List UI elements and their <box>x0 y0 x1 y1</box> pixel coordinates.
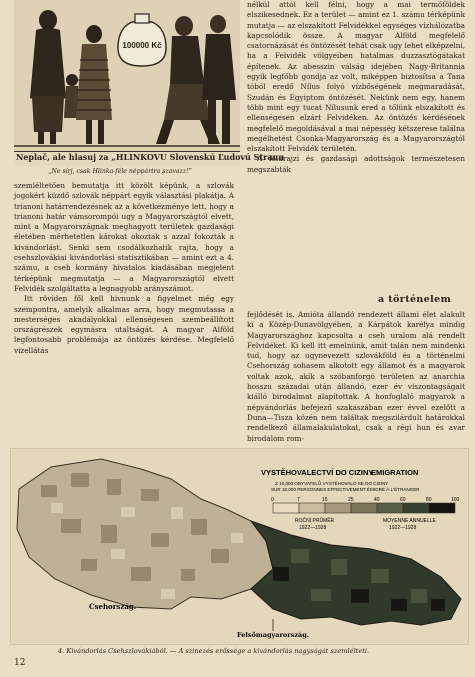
legend-tick-4: 40 <box>374 497 380 503</box>
legend-period-2: 1922—1928 <box>389 525 417 531</box>
right-paragraph-1: nélkül attól kell félni, hogy a mai termőföldek elszikesednek. Ez a terület — amint ez 1. számu térképünk mutatja — az elszakított Felvidékkel egységes vízhálózatba kapcsolódik össze. A magyar Alföld megfelelő csatornázását és öntözését tehát csak ugy lehet elképzelni, ha a Felvidék völgyeiben hatalmas duzzasztógátakat építenek. Az abesszin válság idejében Nagy-Britannia egyik legfőbb gondja az volt, miképpen biztosítsa a Tana tóból eredő Nílus folyó vízbőségének megmaradását, Szudán és Egyiptom öntözését. Nekünk nem egy, hanem több mint egy tucat Nílusunk ered a tőlünk elszakított és ellenségesen elzárt Felvidéken. Az öntözés kérdésének megfelelő megoldásával a mai népesség kétszerese találna megélhetést Csonka-Magyarország és a Magyarországtól elszakított Felvidék területén. <box>247 0 465 154</box>
cartoon-subcaption: „Ne sírj, csak Hlinka-féle néppártra szavazz!” <box>48 168 192 175</box>
money-bag-label: 100000 Kč <box>122 41 162 50</box>
legend-title-fr: EMIGRATION <box>371 468 419 477</box>
right-column-bottom <box>247 310 465 444</box>
legend-tick-7: 100 <box>451 497 460 503</box>
section-heading: a történelem <box>378 294 452 305</box>
left-paragraph-1: szemléltetően bemutatja itt közölt képünk, a szlovák jogokért küzdő szlovák néppárt egyik választási plakátja. A trianoni határrendezésnek az a következménye lett, hogy a trianoni határ vámsorompói ugy a Magyarországtól elvett, mint a Magyarországnak meghagyott területek gazdasági életében mérhetetlen károkat okoztak s azzal fokozták a kivándorlást. Senki sem csodálkozhatik rajta, hogy a csehszlovákiai kivándorlási statisztikában — amint ezt a 4. számu, a cseh kormány hivatalos kiadásában megjelent térképünk megmutatja — a Magyarországtól elvett Felvidék szolgáltatta a legnagyobb arányszámot. <box>14 181 234 293</box>
right-paragraph-2: A földrajzi és gazdasági adottságok természetesen megszabták <box>247 154 465 174</box>
legend-avg-fr: MOYENNE ANNUELLE <box>383 518 436 524</box>
legend-tick-3: 25 <box>348 497 354 503</box>
cartoon-illustration <box>14 0 240 158</box>
legend-period-1: 1922—1928 <box>299 525 327 531</box>
emigration-map <box>10 448 469 645</box>
legend-tick-0: 0 <box>271 497 274 503</box>
legend-tick-2: 15 <box>322 497 328 503</box>
legend-tick-5: 60 <box>400 497 406 503</box>
label-csehorszag: Csehország. <box>89 602 137 611</box>
right-column-top <box>247 0 465 175</box>
legend-title: VYSTĚHOVALECTVÍ DO CIZINY <box>261 468 374 477</box>
left-paragraph-2: Itt röviden fől kell hivnunk a figyelmet még egy szempontra, amelyik alkalmas arra, hogy megmutassa a mesterséges akadályokkal ellenségesen szembeállított országrészek egymásra utaltságát. A magyar Alföld legfontosabb problémája az öntözés kérdése. Megfelelő vizellátás <box>14 294 234 355</box>
legend-tick-6: 80 <box>426 497 432 503</box>
page-number: 12 <box>14 658 26 668</box>
cartoon-caption: Neplač, ale hlasuj za „HLINKOVU Slovenskú Ľudovú Stranu <box>16 152 285 162</box>
legend-subtitle-cz: Z 10.000 OBYVATELŮ VYSTĚHOVALO SE DO CIZINY <box>275 481 389 486</box>
legend-scale-bar <box>273 503 455 513</box>
map-caption: 4. Kivándorlás Csehszlovákiából. — A szinezés erőssége a kivándorlás nagyságát szemlélteti. <box>58 647 370 655</box>
legend-tick-1: 7 <box>297 497 300 503</box>
label-felsomagyarorszag: Felsőmagyarország. <box>237 631 310 639</box>
legend-subtitle-fr: SUR 10.000 PERSONNES EFFECTIVEMENT ÉMIGRÉ À L'ÉTRANGER <box>271 487 420 492</box>
legend-avg-cz: ROČNÍ PRŮMĚR <box>295 518 335 524</box>
left-column <box>14 181 234 356</box>
right-paragraph-3: fejlődését is. Amióta állandó rendezett állami élet alakult ki a Közép-Dunavölgyében, a Kárpátok karélya mindig Magyarországhoz kapcsolta a cseh uralom alá rendelt Felvidéket. Ki kell itt emelnünk, amit talán nem mindenki tud, hogy az ugynevezett szlovákföld és a történelmi Csehország sohasem alkotott egy államot és a magyarok voltak azok, akik a szóbanforgó területen az anarchia hosszu századai után állandó, ezer év viszontagságait kiálló birodalmat alapítottak. A honfoglaló magyarok a népvándorlás befejező szakaszában ezer évvel ezelőtt a Duna—Tisza közén nem találtak megszilárdult határokkal rendelkező államalakulatokat, csak a régi hun és avar birodalom rom- <box>247 310 465 443</box>
